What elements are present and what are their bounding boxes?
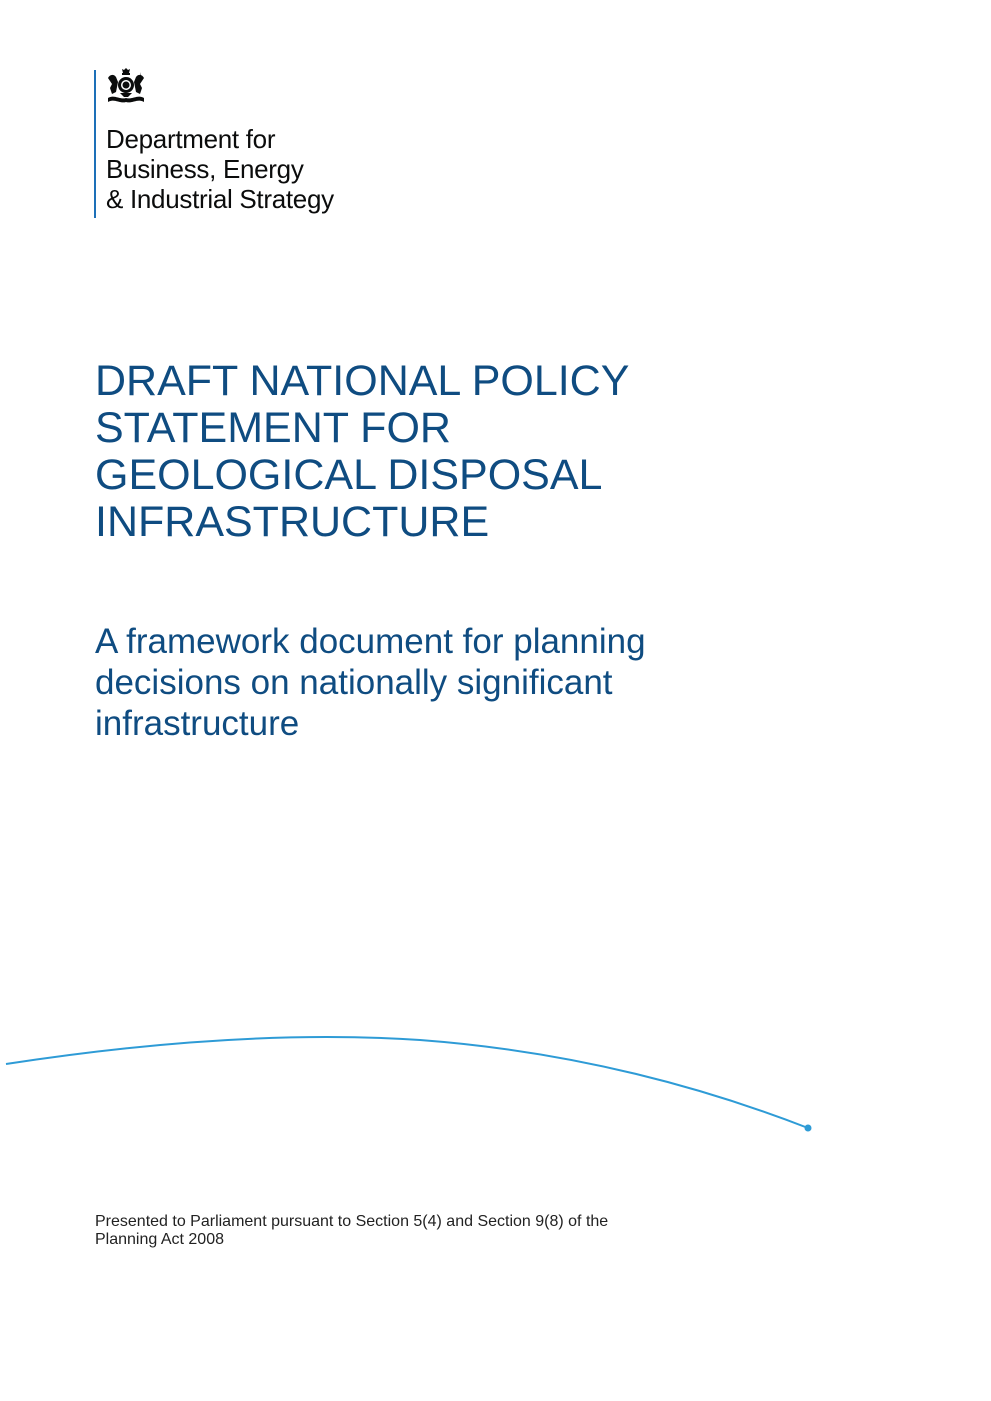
subtitle-line: decisions on nationally significant xyxy=(95,663,613,702)
logo-divider-bar xyxy=(94,70,96,218)
department-line: Department for xyxy=(106,124,276,154)
title-line: DRAFT NATIONAL POLICY xyxy=(95,357,630,405)
presented-note xyxy=(95,1213,608,1249)
curve-end-dot xyxy=(805,1125,812,1132)
subtitle-line: infrastructure xyxy=(95,704,300,743)
title-line: GEOLOGICAL DISPOSAL xyxy=(95,451,603,499)
presented-line: Presented to Parliament pursuant to Section 5(4) and Section 9(8) of the xyxy=(95,1213,609,1230)
department-line: Business, Energy xyxy=(106,154,304,184)
title-line: INFRASTRUCTURE xyxy=(95,498,490,546)
royal-coat-of-arms-icon xyxy=(104,68,148,108)
department-line: & Industrial Strategy xyxy=(106,184,334,214)
subtitle-line: A framework document for planning xyxy=(95,622,646,661)
department-name xyxy=(106,124,334,214)
document-title xyxy=(95,358,629,546)
presented-line: Planning Act 2008 xyxy=(95,1231,224,1248)
decorative-curve xyxy=(0,1020,991,1150)
title-line: STATEMENT FOR xyxy=(95,404,451,452)
document-subtitle xyxy=(95,621,646,744)
